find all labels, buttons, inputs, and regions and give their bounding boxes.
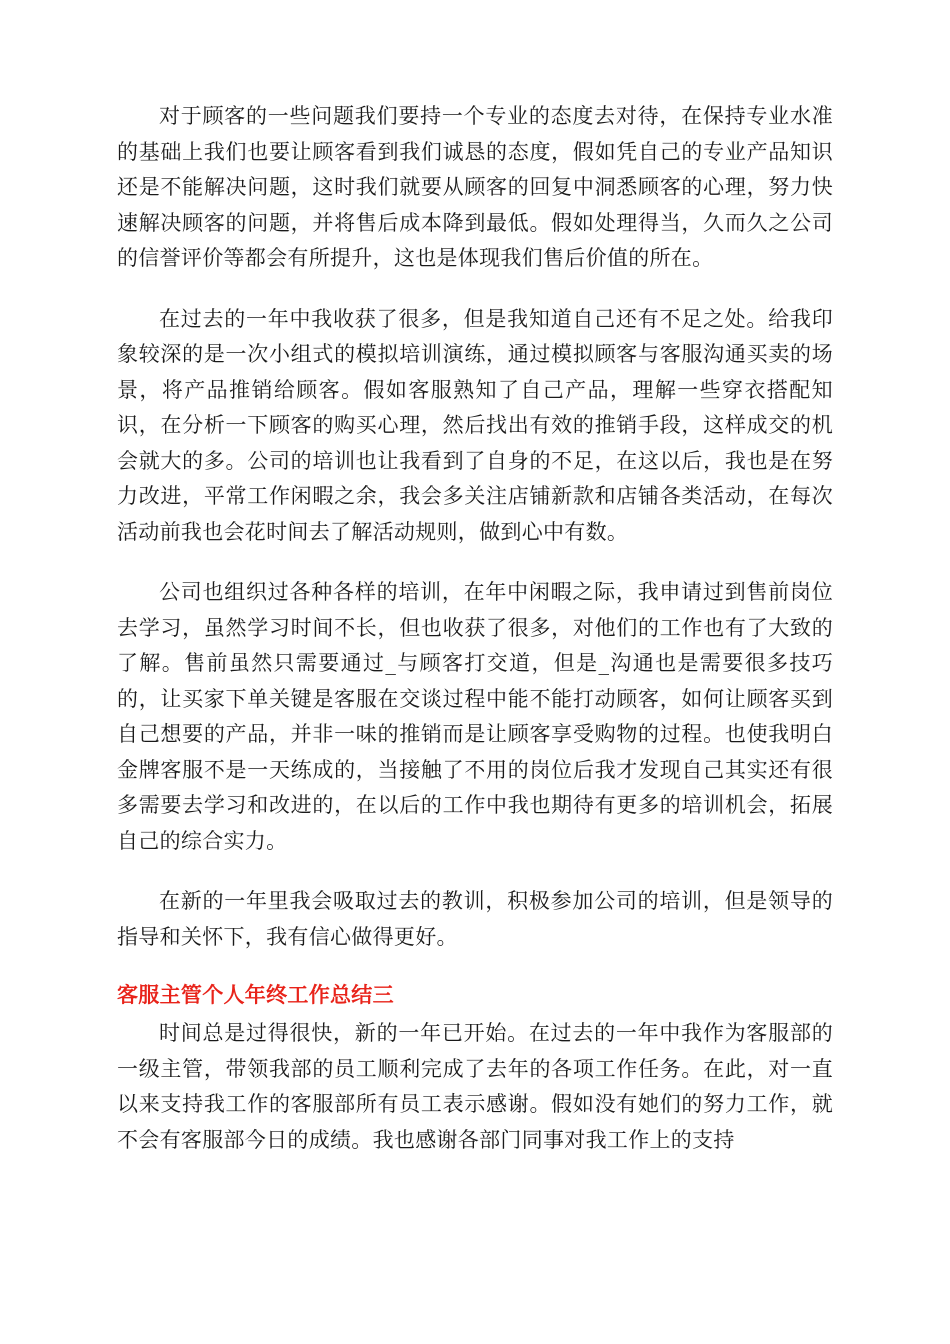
section-heading: 客服主管个人年终工作总结三 — [117, 983, 394, 1007]
paragraph-new-year-plan: 在新的一年里我会吸取过去的教训，积极参加公司的培训，但是领导的指导和关怀下，我有信心做得更好。 — [117, 889, 833, 949]
paragraph-training: 公司也组织过各种各样的培训，在年中闲暇之际，我申请过到售前岗位去学习，虽然学习时间不长，但也收获了很多，对他们的工作也有了大致的了解。售前虽然只需要通过_与顾客打交道，但是_沟通也是需要很多技巧的，让买家下单关键是客服在交谈过程中能不能打动顾客，如何让顾客买到自己想要的产品，并非一味的推销而是让顾客享受购物的过程。也使我明白金牌客服不是一天练成的，当接触了不用的岗位后我才发现自己其实还有很多需要去学习和改进的，在以后的工作中我也期待有更多的培训机会，拓展自己的综合实力。 — [117, 580, 833, 853]
paragraph-summary-intro: 时间总是过得很快，新的一年已开始。在过去的一年中我作为客服部的一级主管，带领我部的员工顺利完成了去年的各项工作任务。在此，对一直以来支持我工作的客服部所有员工表示感谢。假如没有她们的努力工作，就不会有客服部今日的成绩。我也感谢各部门同事对我工作上的支持 — [117, 1021, 833, 1152]
document-page — [117, 99, 833, 1158]
paragraph-past-year-gains: 在过去的一年中我收获了很多，但是我知道自己还有不足之处。给我印象较深的是一次小组式的模拟培训演练，通过模拟顾客与客服沟通买卖的场景，将产品推销给顾客。假如客服熟知了自己产品，理解一些穿衣搭配知识，在分析一下顾客的购买心理，然后找出有效的推销手段，这样成交的机会就大的多。公司的培训也让我看到了自身的不足，在这以后，我也是在努力改进，平常工作闲暇之余，我会多关注店铺新款和店铺各类活动，在每次活动前我也会花时间去了解活动规则，做到心中有数。 — [117, 306, 833, 544]
paragraph-customer-issues: 对于顾客的一些问题我们要持一个专业的态度去对待，在保持专业水准的基础上我们也要让顾客看到我们诚恳的态度，假如凭自己的专业产品知识还是不能解决问题，这时我们就要从顾客的回复中洞悉顾客的心理，努力快速解决顾客的问题，并将售后成本降到最低。假如处理得当，久而久之公司的信誉评价等都会有所提升，这也是体现我们售后价值的所在。 — [117, 104, 833, 270]
